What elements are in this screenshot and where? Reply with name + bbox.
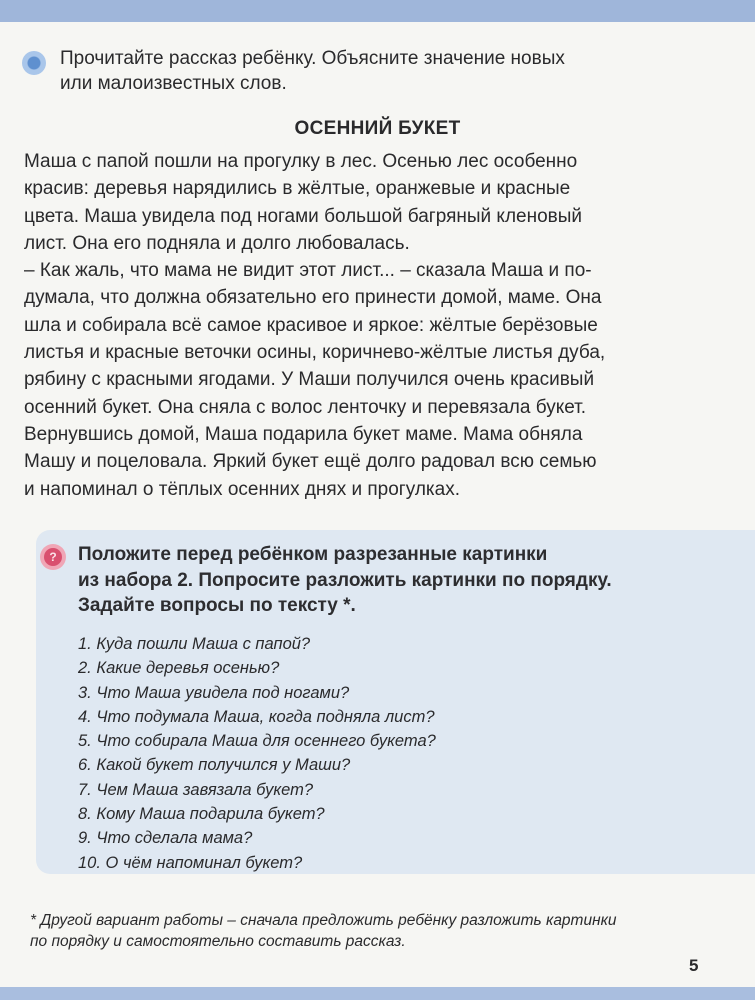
question-item: 10. О чём напоминал букет? [78, 853, 303, 872]
story-text [24, 148, 729, 503]
story-line: думала, что должна обязательно его принести домой, маме. Она [24, 287, 602, 309]
question-item: 1. Куда пошли Маша с папой? [78, 635, 311, 653]
blue-dot-icon [22, 51, 46, 75]
question-item: 5. Что собирала Маша для осеннего букета? [78, 732, 436, 751]
footnote-line: по порядку и самостоятельно составить рассказ. [30, 933, 406, 950]
story-line: Вернувшись домой, Маша подарила букет маме. Мама обняла [24, 423, 583, 445]
question-mark-symbol: ? [44, 548, 62, 566]
question-item: 8. Кому Маша подарила букет? [78, 805, 325, 824]
questions-list [78, 632, 436, 875]
question-item: 7. Чем Маша завязала букет? [78, 780, 314, 799]
story-line: красив: деревья нарядились в жёлтые, оранжевые и красные [24, 178, 571, 200]
question-item: 6. Какой букет получился у Маши? [78, 756, 351, 775]
story-line: и напоминал о тёплых осенних днях и прогулках. [24, 478, 460, 500]
story-line: Машу и поцеловала. Яркий букет ещё долго радовал всю семью [24, 451, 597, 473]
story-line: рябину с красными ягодами. У Маши получился очень красивый [24, 369, 595, 391]
story-line: лист. Она его подняла и долго любовалась. [24, 232, 410, 254]
story-line: цвета. Маша увидела под ногами большой багряный кленовый [24, 205, 583, 227]
task-instruction [78, 542, 678, 619]
page-number: 5 [689, 956, 699, 975]
question-item: 2. Какие деревья осенью? [78, 659, 280, 678]
question-item: 9. Что сделала мама? [78, 829, 253, 848]
story-title: ОСЕННИЙ БУКЕТ [294, 118, 461, 139]
story-line: – Как жаль, что мама не видит этот лист... – сказала Маша и по- [24, 260, 592, 282]
task-line: из набора 2. Попросите разложить картинки по порядку. [78, 569, 612, 591]
question-item: 3. Что Маша увидела под ногами? [78, 683, 350, 702]
story-line: листья и красные веточки осины, коричнево-жёлтые листья дуба, [24, 342, 606, 364]
task-line: Задайте вопросы по тексту *. [78, 595, 356, 616]
instruction-line: или малоизвестных слов. [60, 73, 287, 94]
story-line: осенний букет. Она сняла с волос ленточку и перевязала букет. [24, 396, 587, 418]
story-line: Маша с папой пошли на прогулку в лес. Осенью лес особенно [24, 151, 578, 172]
story-line: шла и собирала всё самое красивое и яркое: жёлтые берёзовые [24, 314, 598, 336]
instruction-line: Прочитайте рассказ ребёнку. Объясните значение новых [60, 48, 565, 69]
task-line: Положите перед ребёнком разрезанные картинки [78, 544, 548, 565]
footnote [30, 910, 730, 952]
top-decorative-band [0, 0, 755, 22]
question-mark-icon [40, 544, 66, 570]
question-item: 4. Что подумала Маша, когда подняла лист? [78, 707, 435, 726]
reading-instruction [60, 46, 720, 96]
bottom-decorative-band [0, 987, 755, 1000]
footnote-line: * Другой вариант работы – сначала предложить ребёнку разложить картинки [30, 912, 617, 929]
